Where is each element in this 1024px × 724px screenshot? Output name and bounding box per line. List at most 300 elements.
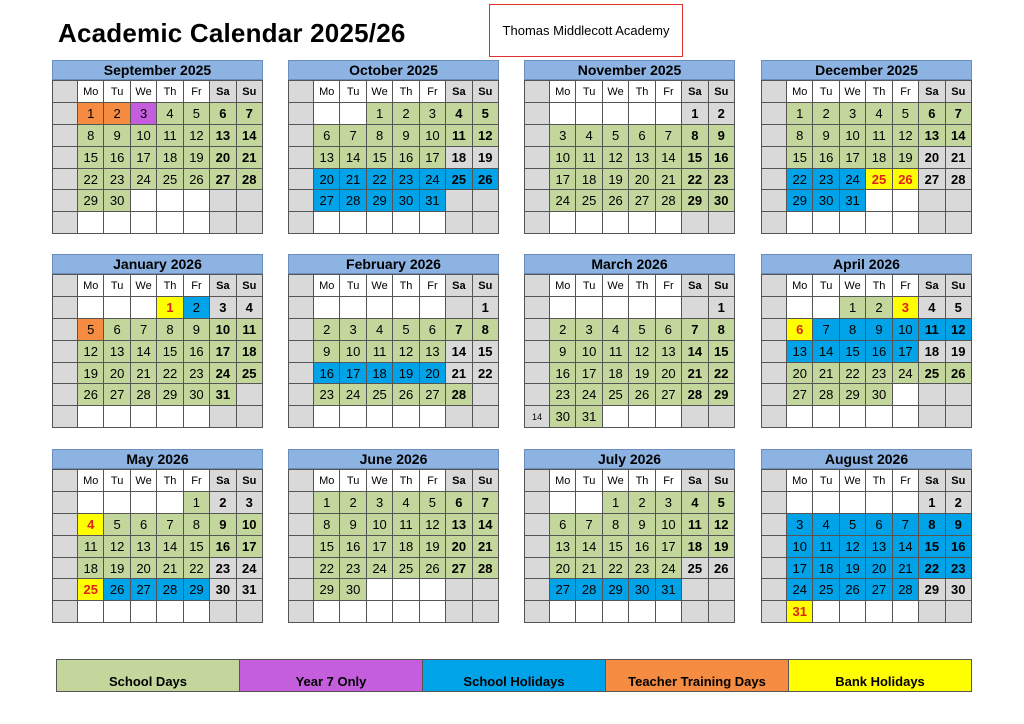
day-cell: 20	[919, 147, 945, 169]
week-number-cell	[289, 536, 314, 558]
day-cell: 21	[131, 363, 157, 385]
day-cell: 14	[682, 341, 708, 363]
empty-cell	[237, 212, 263, 234]
day-cell: 11	[393, 514, 419, 536]
month-title: September 2025	[52, 60, 263, 80]
day-cell: 26	[893, 169, 919, 191]
day-cell: 14	[157, 536, 183, 558]
day-cell: 30	[709, 190, 735, 212]
day-cell: 7	[157, 514, 183, 536]
day-cell: 2	[184, 297, 210, 319]
empty-cell	[104, 212, 130, 234]
day-cell: 13	[866, 536, 892, 558]
day-cell: 15	[787, 147, 813, 169]
day-cell: 19	[603, 169, 629, 191]
legend-label: School Holidays	[463, 674, 565, 689]
empty-cell	[893, 384, 919, 406]
day-cell: 21	[576, 558, 602, 580]
day-cell: 25	[603, 384, 629, 406]
week-number-header	[525, 275, 550, 297]
empty-cell	[131, 601, 157, 623]
day-cell: 5	[184, 103, 210, 125]
day-cell: 23	[314, 384, 340, 406]
week-number-cell	[53, 579, 78, 601]
day-cell: 16	[314, 363, 340, 385]
day-cell: 25	[576, 190, 602, 212]
empty-cell	[420, 579, 446, 601]
month-january-2026	[52, 254, 263, 428]
day-cell: 3	[131, 103, 157, 125]
day-cell: 23	[340, 558, 366, 580]
day-cell: 7	[682, 319, 708, 341]
day-header: Mo	[314, 470, 340, 492]
day-header: Fr	[184, 81, 210, 103]
day-cell: 14	[656, 147, 682, 169]
week-number-cell	[53, 514, 78, 536]
day-cell: 6	[314, 125, 340, 147]
day-header: Sa	[210, 470, 236, 492]
month-grid	[524, 469, 735, 623]
day-cell: 29	[682, 190, 708, 212]
day-cell: 18	[919, 341, 945, 363]
day-cell: 22	[157, 363, 183, 385]
day-cell: 2	[709, 103, 735, 125]
empty-cell	[813, 492, 839, 514]
day-cell: 12	[420, 514, 446, 536]
day-cell: 24	[237, 558, 263, 580]
empty-cell	[629, 103, 655, 125]
empty-cell	[840, 601, 866, 623]
day-cell: 26	[629, 384, 655, 406]
day-cell: 19	[709, 536, 735, 558]
day-cell: 1	[78, 103, 104, 125]
empty-cell	[787, 406, 813, 428]
day-cell: 7	[656, 125, 682, 147]
day-header: Fr	[420, 275, 446, 297]
day-cell: 23	[629, 558, 655, 580]
day-cell: 5	[629, 319, 655, 341]
day-cell: 4	[446, 103, 472, 125]
empty-cell	[367, 297, 393, 319]
day-cell: 8	[603, 514, 629, 536]
day-cell: 18	[866, 147, 892, 169]
day-cell: 31	[656, 579, 682, 601]
week-number-cell	[762, 319, 787, 341]
empty-cell	[420, 212, 446, 234]
week-number-cell	[525, 147, 550, 169]
empty-cell	[340, 212, 366, 234]
empty-cell	[131, 212, 157, 234]
day-cell: 29	[157, 384, 183, 406]
week-number-cell	[525, 319, 550, 341]
day-cell: 27	[656, 384, 682, 406]
week-number-cell	[762, 341, 787, 363]
day-cell: 22	[184, 558, 210, 580]
empty-cell	[131, 406, 157, 428]
day-cell: 23	[210, 558, 236, 580]
day-cell: 19	[473, 147, 499, 169]
empty-cell	[473, 190, 499, 212]
day-cell: 19	[420, 536, 446, 558]
day-header: Sa	[682, 81, 708, 103]
day-header: Mo	[78, 275, 104, 297]
day-cell: 8	[840, 319, 866, 341]
day-cell: 27	[787, 384, 813, 406]
day-cell: 12	[629, 341, 655, 363]
week-number-cell	[53, 406, 78, 428]
day-cell: 28	[682, 384, 708, 406]
day-cell: 20	[629, 169, 655, 191]
day-header: Fr	[893, 275, 919, 297]
week-number-cell	[525, 103, 550, 125]
day-cell: 19	[393, 363, 419, 385]
day-header: Tu	[340, 275, 366, 297]
day-cell: 17	[237, 536, 263, 558]
day-cell: 20	[866, 558, 892, 580]
day-header: We	[131, 81, 157, 103]
day-cell: 1	[682, 103, 708, 125]
day-cell: 3	[656, 492, 682, 514]
empty-cell	[393, 212, 419, 234]
day-cell: 17	[787, 558, 813, 580]
day-cell: 3	[840, 103, 866, 125]
day-header: We	[840, 470, 866, 492]
empty-cell	[656, 103, 682, 125]
day-cell: 19	[840, 558, 866, 580]
week-number-cell	[289, 212, 314, 234]
day-cell: 17	[840, 147, 866, 169]
empty-cell	[104, 406, 130, 428]
page-title: Academic Calendar 2025/26	[58, 18, 406, 48]
day-cell: 16	[813, 147, 839, 169]
week-number-cell	[762, 406, 787, 428]
month-title: October 2025	[288, 60, 499, 80]
day-header: Tu	[340, 81, 366, 103]
day-cell: 3	[576, 319, 602, 341]
day-cell: 31	[210, 384, 236, 406]
day-cell: 25	[237, 363, 263, 385]
week-number-cell	[289, 558, 314, 580]
day-header: Th	[866, 81, 892, 103]
day-cell: 2	[629, 492, 655, 514]
day-cell: 4	[813, 514, 839, 536]
day-cell: 2	[340, 492, 366, 514]
empty-cell	[550, 492, 576, 514]
school-name: Thomas Middlecott Academy	[502, 23, 670, 38]
empty-cell	[237, 601, 263, 623]
empty-cell	[473, 406, 499, 428]
day-cell: 6	[629, 125, 655, 147]
day-cell: 19	[946, 341, 972, 363]
day-cell: 29	[787, 190, 813, 212]
day-cell: 22	[603, 558, 629, 580]
day-cell: 18	[157, 147, 183, 169]
month-august-2026	[761, 449, 972, 623]
day-cell: 18	[446, 147, 472, 169]
month-grid	[52, 274, 263, 428]
day-cell: 24	[420, 169, 446, 191]
week-number-header	[289, 470, 314, 492]
empty-cell	[946, 406, 972, 428]
empty-cell	[893, 492, 919, 514]
day-header: Mo	[314, 275, 340, 297]
legend-label: Year 7 Only	[295, 674, 367, 689]
empty-cell	[682, 212, 708, 234]
day-cell: 6	[787, 319, 813, 341]
empty-cell	[893, 406, 919, 428]
day-cell: 12	[603, 147, 629, 169]
month-grid	[761, 80, 972, 234]
week-number-cell	[289, 363, 314, 385]
day-cell: 18	[78, 558, 104, 580]
empty-cell	[840, 212, 866, 234]
day-cell: 24	[340, 384, 366, 406]
day-cell: 8	[919, 514, 945, 536]
day-cell: 26	[393, 384, 419, 406]
day-cell: 4	[682, 492, 708, 514]
empty-cell	[576, 601, 602, 623]
day-cell: 4	[237, 297, 263, 319]
week-number-cell	[289, 579, 314, 601]
day-cell: 20	[314, 169, 340, 191]
day-header: Sa	[919, 470, 945, 492]
day-cell: 14	[131, 341, 157, 363]
day-header: Fr	[184, 275, 210, 297]
empty-cell	[576, 492, 602, 514]
day-cell: 15	[840, 341, 866, 363]
day-cell: 22	[78, 169, 104, 191]
empty-cell	[340, 103, 366, 125]
month-december-2025	[761, 60, 972, 234]
day-cell: 15	[184, 536, 210, 558]
legend-label: School Days	[108, 674, 188, 689]
day-cell: 13	[210, 125, 236, 147]
week-number-cell	[762, 297, 787, 319]
day-header: Fr	[893, 470, 919, 492]
day-header: Tu	[813, 275, 839, 297]
day-cell: 21	[237, 147, 263, 169]
month-grid	[288, 469, 499, 623]
week-number-cell	[53, 601, 78, 623]
day-header: Mo	[787, 275, 813, 297]
day-header: We	[131, 275, 157, 297]
day-cell: 21	[893, 558, 919, 580]
day-cell: 26	[78, 384, 104, 406]
empty-cell	[131, 492, 157, 514]
day-cell: 11	[866, 125, 892, 147]
day-header: Su	[709, 275, 735, 297]
week-number-cell	[525, 384, 550, 406]
day-cell: 27	[446, 558, 472, 580]
week-number-cell	[762, 492, 787, 514]
day-header: Su	[473, 470, 499, 492]
legend-label: Teacher Training Days	[628, 674, 766, 689]
day-cell: 18	[813, 558, 839, 580]
empty-cell	[813, 406, 839, 428]
legend-school	[57, 660, 240, 691]
empty-cell	[420, 406, 446, 428]
empty-cell	[78, 492, 104, 514]
month-grid	[524, 274, 735, 428]
day-cell: 14	[446, 341, 472, 363]
week-number-header	[762, 275, 787, 297]
day-cell: 31	[840, 190, 866, 212]
day-cell: 13	[446, 514, 472, 536]
empty-cell	[367, 601, 393, 623]
empty-cell	[78, 601, 104, 623]
legend	[56, 659, 972, 692]
day-cell: 1	[603, 492, 629, 514]
day-cell: 28	[157, 579, 183, 601]
empty-cell	[314, 103, 340, 125]
day-cell: 22	[840, 363, 866, 385]
day-cell: 29	[709, 384, 735, 406]
day-cell: 7	[473, 492, 499, 514]
empty-cell	[314, 297, 340, 319]
day-cell: 9	[629, 514, 655, 536]
day-cell: 15	[367, 147, 393, 169]
day-header: Sa	[446, 81, 472, 103]
week-number-cell	[289, 125, 314, 147]
week-number-cell	[53, 297, 78, 319]
week-number-cell	[53, 341, 78, 363]
day-header: We	[603, 275, 629, 297]
day-header: We	[603, 81, 629, 103]
day-cell: 5	[104, 514, 130, 536]
day-cell: 31	[787, 601, 813, 623]
week-number-header	[762, 470, 787, 492]
day-cell: 20	[104, 363, 130, 385]
month-title: June 2026	[288, 449, 499, 469]
day-cell: 6	[866, 514, 892, 536]
day-cell: 11	[603, 341, 629, 363]
day-cell: 19	[104, 558, 130, 580]
day-cell: 27	[919, 169, 945, 191]
empty-cell	[237, 384, 263, 406]
week-number-header	[762, 81, 787, 103]
day-header: Mo	[78, 81, 104, 103]
empty-cell	[210, 406, 236, 428]
empty-cell	[919, 212, 945, 234]
day-cell: 23	[104, 169, 130, 191]
day-cell: 12	[840, 536, 866, 558]
empty-cell	[576, 297, 602, 319]
day-header: Su	[237, 470, 263, 492]
day-cell: 29	[314, 579, 340, 601]
day-cell: 22	[473, 363, 499, 385]
day-header: Fr	[656, 275, 682, 297]
day-cell: 27	[210, 169, 236, 191]
day-cell: 3	[550, 125, 576, 147]
empty-cell	[314, 406, 340, 428]
day-cell: 23	[709, 169, 735, 191]
day-cell: 15	[473, 341, 499, 363]
day-header: Su	[946, 470, 972, 492]
day-header: Tu	[340, 470, 366, 492]
day-header: We	[131, 470, 157, 492]
day-cell: 28	[576, 579, 602, 601]
day-header: Mo	[550, 470, 576, 492]
day-cell: 2	[104, 103, 130, 125]
empty-cell	[919, 190, 945, 212]
day-cell: 5	[946, 297, 972, 319]
month-grid	[761, 469, 972, 623]
week-number-header	[53, 81, 78, 103]
month-grid	[52, 469, 263, 623]
day-cell: 7	[576, 514, 602, 536]
day-cell: 14	[340, 147, 366, 169]
day-cell: 12	[104, 536, 130, 558]
day-cell: 1	[473, 297, 499, 319]
day-cell: 2	[210, 492, 236, 514]
empty-cell	[550, 297, 576, 319]
day-cell: 30	[866, 384, 892, 406]
month-title: April 2026	[761, 254, 972, 274]
day-header: Sa	[919, 81, 945, 103]
day-cell: 15	[314, 536, 340, 558]
day-cell: 11	[576, 147, 602, 169]
day-cell: 25	[866, 169, 892, 191]
day-cell: 9	[104, 125, 130, 147]
day-cell: 19	[184, 147, 210, 169]
day-cell: 2	[946, 492, 972, 514]
day-cell: 10	[237, 514, 263, 536]
day-header: We	[367, 81, 393, 103]
day-cell: 3	[210, 297, 236, 319]
day-cell: 18	[393, 536, 419, 558]
empty-cell	[210, 190, 236, 212]
day-cell: 15	[157, 341, 183, 363]
day-cell: 28	[237, 169, 263, 191]
day-cell: 8	[473, 319, 499, 341]
day-cell: 22	[709, 363, 735, 385]
empty-cell	[946, 212, 972, 234]
day-cell: 30	[550, 406, 576, 428]
day-cell: 8	[787, 125, 813, 147]
day-cell: 16	[866, 341, 892, 363]
day-header: Tu	[104, 81, 130, 103]
month-grid	[761, 274, 972, 428]
week-number-cell	[525, 297, 550, 319]
day-cell: 17	[550, 169, 576, 191]
day-cell: 25	[78, 579, 104, 601]
week-number-cell	[289, 514, 314, 536]
day-cell: 7	[446, 319, 472, 341]
empty-cell	[603, 103, 629, 125]
day-cell: 29	[367, 190, 393, 212]
day-header: Su	[709, 470, 735, 492]
day-cell: 26	[709, 558, 735, 580]
day-cell: 25	[393, 558, 419, 580]
day-cell: 8	[367, 125, 393, 147]
week-number-cell	[762, 536, 787, 558]
day-cell: 28	[893, 579, 919, 601]
day-cell: 24	[367, 558, 393, 580]
day-header: Su	[946, 81, 972, 103]
day-header: Fr	[420, 470, 446, 492]
empty-cell	[813, 297, 839, 319]
day-cell: 10	[420, 125, 446, 147]
day-cell: 3	[787, 514, 813, 536]
month-july-2026	[524, 449, 735, 623]
day-cell: 24	[656, 558, 682, 580]
day-cell: 27	[104, 384, 130, 406]
day-cell: 1	[367, 103, 393, 125]
day-cell: 23	[550, 384, 576, 406]
day-cell: 30	[210, 579, 236, 601]
day-cell: 10	[210, 319, 236, 341]
day-cell: 21	[946, 147, 972, 169]
